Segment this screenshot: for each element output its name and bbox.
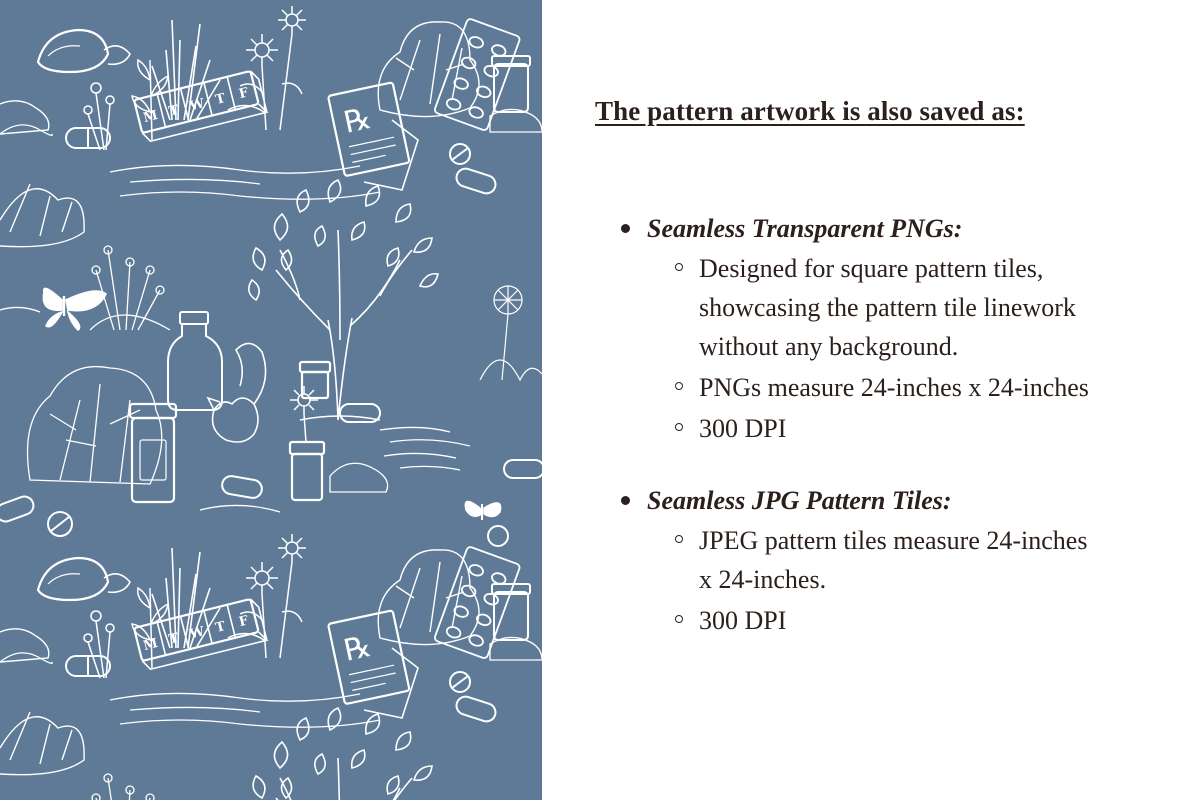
bullet-circle-icon [675, 263, 683, 271]
section-jpg-pattern-tiles [595, 483, 1185, 640]
page-heading: The pattern artwork is also saved as: [595, 96, 1025, 126]
sub-list-item [595, 409, 1185, 448]
sub-list-item [595, 601, 1185, 640]
list-item [595, 483, 1185, 519]
bullet-circle-icon [675, 615, 683, 623]
sub-list-item [595, 521, 1185, 599]
sub-list-text: JPEG pattern tiles measure 24-inches x 24-inches. [699, 526, 1088, 594]
bullet-circle-icon [675, 382, 683, 390]
sub-list-item [595, 249, 1185, 366]
sub-list-text: 300 DPI [699, 414, 787, 443]
description-panel [595, 0, 1185, 800]
bullet-dot-icon [621, 224, 630, 233]
sub-list-text: 300 DPI [699, 606, 787, 635]
sub-list-text: Designed for square pattern tiles, showcasing the pattern tile linework without any background. [699, 254, 1076, 361]
bullet-circle-icon [675, 535, 683, 543]
sub-list-item [595, 368, 1185, 407]
section-title: Seamless JPG Pattern Tiles: [647, 486, 952, 515]
sub-list-text: PNGs measure 24-inches x 24-inches [699, 373, 1089, 402]
section-transparent-pngs [595, 211, 1185, 448]
bullet-dot-icon [621, 496, 630, 505]
toile-pattern-preview [0, 0, 542, 800]
section-title: Seamless Transparent PNGs: [647, 214, 963, 243]
list-item [595, 211, 1185, 247]
bullet-circle-icon [675, 423, 683, 431]
